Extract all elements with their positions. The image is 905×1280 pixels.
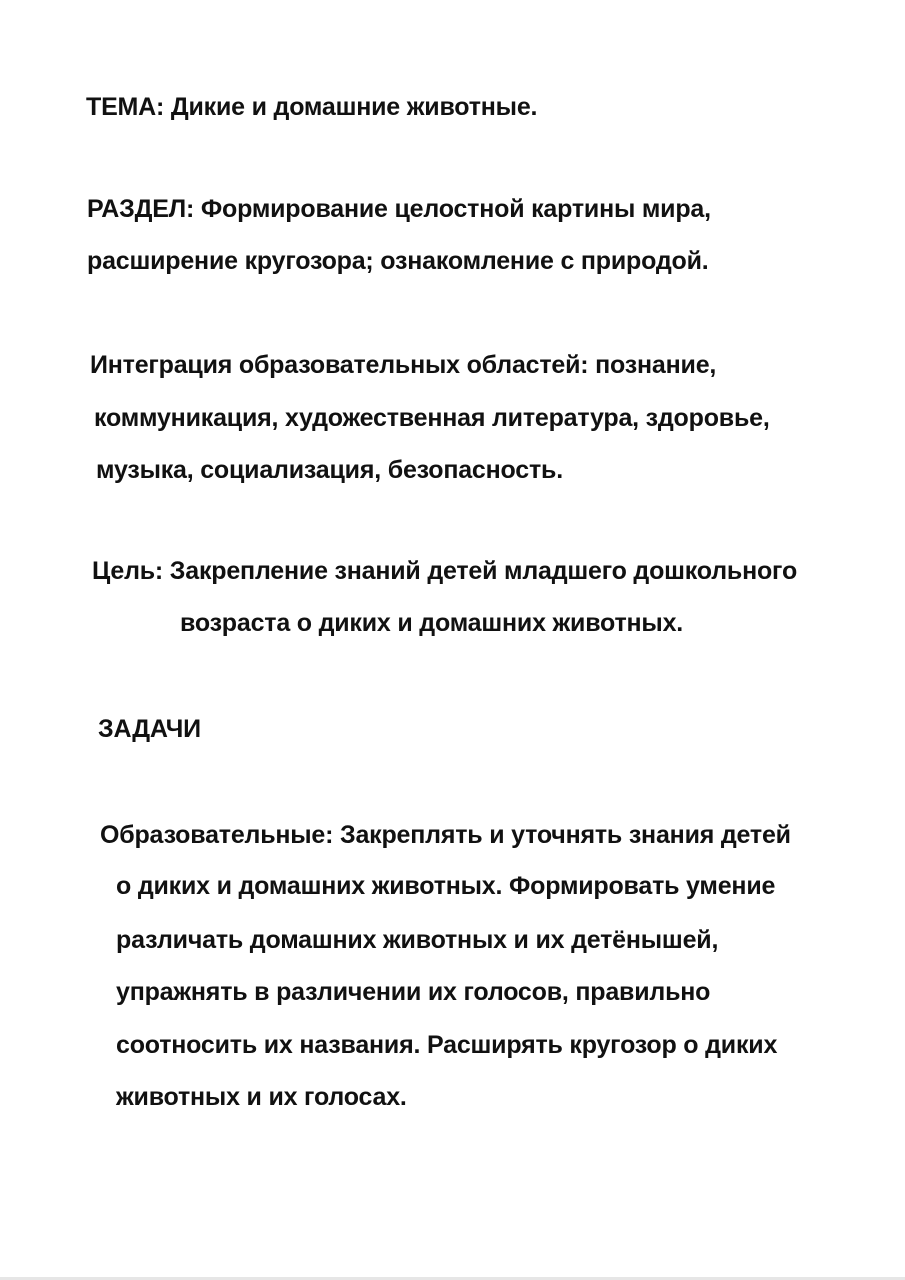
tasks-heading: ЗАДАЧИ — [98, 715, 201, 743]
educational-line-3: различать домашних животных и их детёнышей, — [116, 926, 719, 954]
topic-line: ТЕМА: Дикие и домашние животные. — [86, 93, 538, 121]
section-line-1: РАЗДЕЛ: Формирование целостной картины мира, — [87, 195, 711, 223]
integration-line-2: коммуникация, художественная литература, здоровье, — [94, 404, 770, 432]
integration-line-1: Интеграция образовательных областей: познание, — [90, 351, 717, 379]
educational-line-4: упражнять в различении их голосов, правильно — [116, 978, 711, 1006]
educational-line-2: о диких и домашних животных. Формировать умение — [116, 872, 776, 900]
integration-line-3: музыка, социализация, безопасность. — [96, 456, 563, 484]
goal-line-1: Цель: Закрепление знаний детей младшего дошкольного — [92, 557, 798, 585]
educational-line-1: Образовательные: Закреплять и уточнять знания детей — [100, 821, 791, 849]
goal-line-2: возраста о диких и домашних животных. — [180, 609, 684, 637]
section-line-2: расширение кругозора; ознакомление с природой. — [87, 247, 709, 275]
educational-line-6: животных и их голосах. — [116, 1083, 407, 1111]
educational-line-5: соотносить их названия. Расширять кругозор о диких — [116, 1031, 778, 1059]
